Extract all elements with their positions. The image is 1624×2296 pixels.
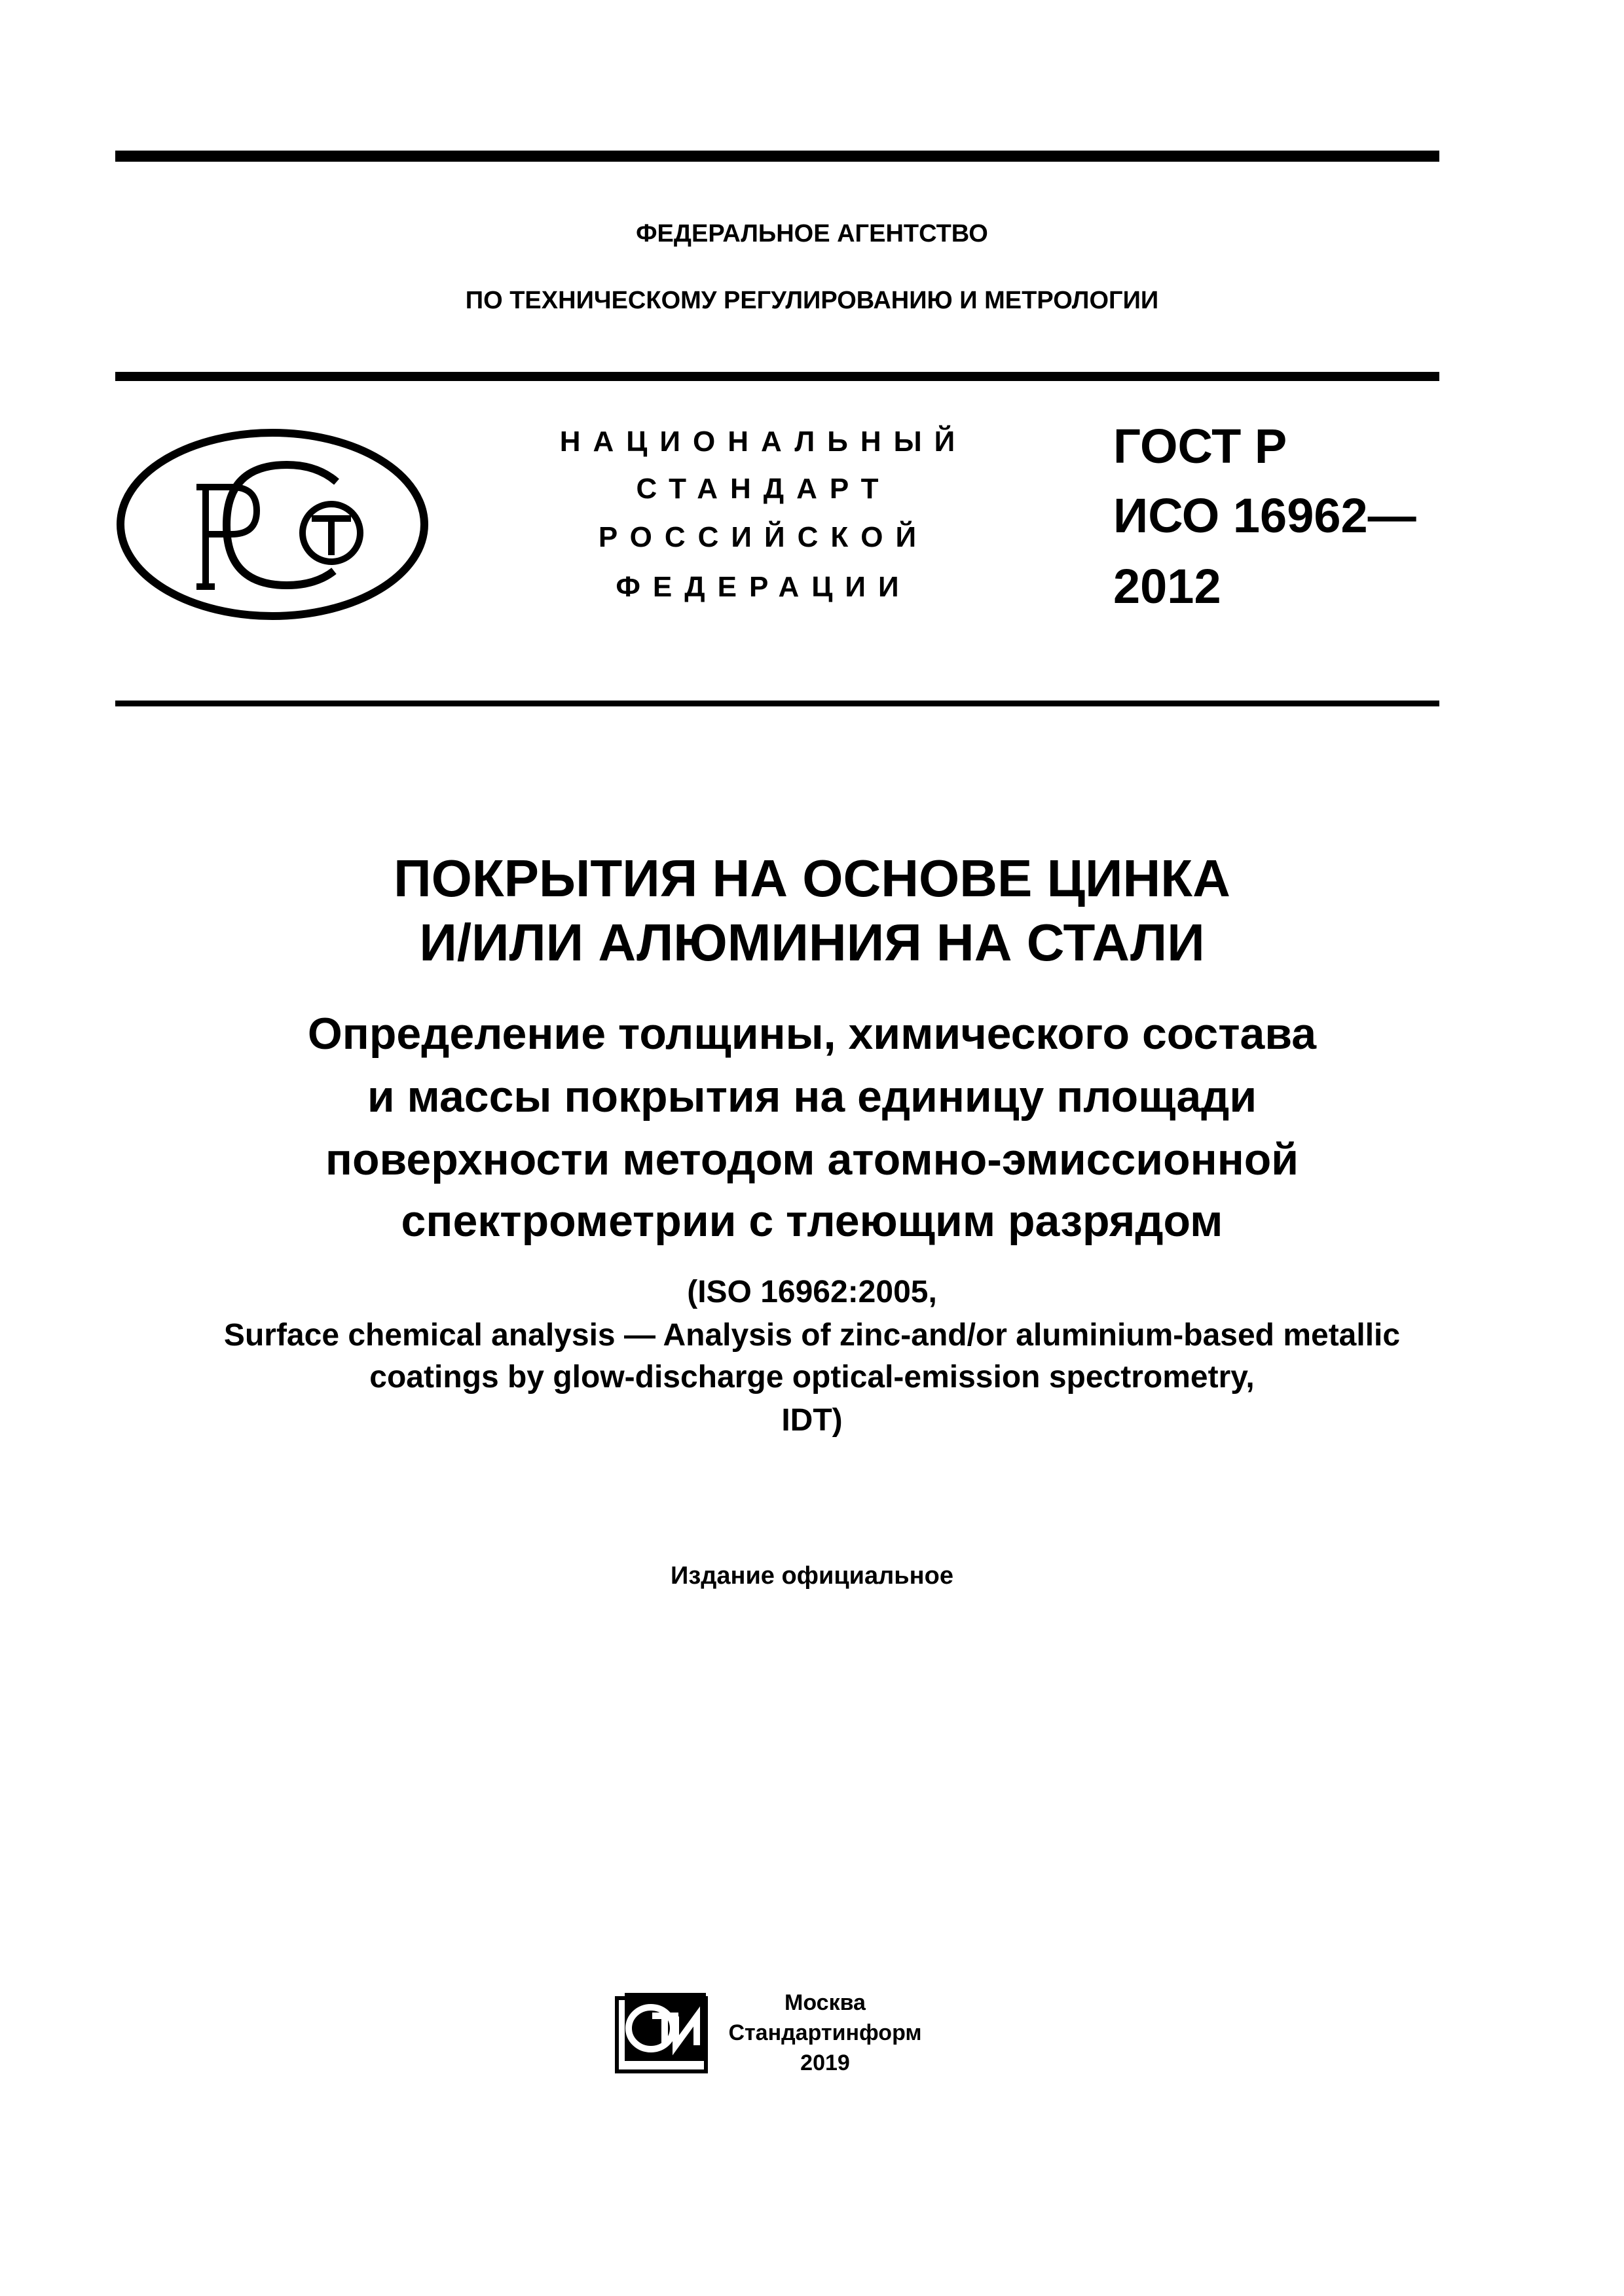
publisher-city: Москва [784, 1990, 866, 2015]
agency-name-line-1: ФЕДЕРАЛЬНОЕ АГЕНТСТВО [636, 220, 988, 247]
bottom-rule [115, 701, 1439, 706]
rst-emblem-icon [115, 427, 430, 622]
publisher-name: Стандартинформ [728, 2020, 922, 2045]
standard-designation-line-2: ИСО 16962— [1113, 488, 1416, 543]
national-standard-line-4: ФЕДЕРАЦИИ [616, 571, 912, 603]
top-rule [115, 151, 1439, 162]
subtitle-line-1: Определение толщины, химического состава [307, 1009, 1317, 1059]
standard-designation-line-3: 2012 [1113, 559, 1221, 613]
iso-reference-line-2: Surface chemical analysis — Analysis of zinc-and/or aluminium-based metallic [223, 1318, 1401, 1353]
middle-rule [115, 372, 1439, 381]
standartinform-logo-icon [613, 1990, 710, 2077]
main-title-line-1: ПОКРЫТИЯ НА ОСНОВЕ ЦИНКА [394, 849, 1230, 907]
national-standard-line-1: НАЦИОНАЛЬНЫЙ [559, 426, 968, 458]
subtitle-line-3: поверхности методом атомно-эмиссионной [325, 1135, 1299, 1184]
iso-reference-line-3: coatings by glow-discharge optical-emission spectrometry, [369, 1360, 1255, 1394]
national-standard-line-2: СТАНДАРТ [636, 473, 891, 505]
iso-reference-line-4: IDT) [781, 1403, 843, 1438]
iso-reference-line-1: (ISO 16962:2005, [687, 1275, 937, 1309]
subtitle-line-4: спектрометрии с тлеющим разрядом [401, 1196, 1223, 1246]
edition-label: Издание официальное [671, 1562, 953, 1590]
publication-year: 2019 [800, 2050, 850, 2075]
agency-name-line-2: ПО ТЕХНИЧЕСКОМУ РЕГУЛИРОВАНИЮ И МЕТРОЛОГИИ [465, 287, 1159, 314]
subtitle-line-2: и массы покрытия на единицу площади [367, 1072, 1257, 1121]
main-title-line-2: И/ИЛИ АЛЮМИНИЯ НА СТАЛИ [419, 913, 1205, 972]
national-standard-line-3: РОССИЙСКОЙ [598, 521, 929, 553]
standard-designation-line-1: ГОСТ Р [1113, 419, 1287, 473]
